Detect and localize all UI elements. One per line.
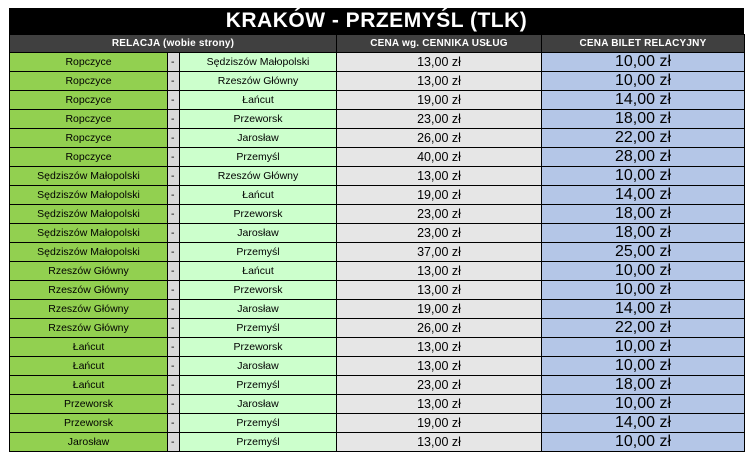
price-service-cell: 37,00 zł	[337, 243, 542, 262]
station-to-cell: Jarosław	[180, 395, 337, 414]
station-from-cell: Ropczyce	[10, 91, 168, 110]
station-from-cell: Sędziszów Małopolski	[10, 186, 168, 205]
route-dash-cell: -	[168, 262, 180, 281]
station-from-cell: Ropczyce	[10, 53, 168, 72]
station-to-cell: Jarosław	[180, 224, 337, 243]
table-row	[10, 433, 745, 452]
station-to-cell: Przeworsk	[180, 205, 337, 224]
price-ticket-cell: 14,00 zł	[542, 414, 745, 433]
station-from-cell: Rzeszów Główny	[10, 319, 168, 338]
station-from-cell: Sędziszów Małopolski	[10, 167, 168, 186]
station-from-cell: Sędziszów Małopolski	[10, 205, 168, 224]
station-from-cell: Rzeszów Główny	[10, 281, 168, 300]
station-from-cell: Łańcut	[10, 338, 168, 357]
route-dash-cell: -	[168, 338, 180, 357]
price-service-cell: 13,00 zł	[337, 53, 542, 72]
price-ticket-cell: 18,00 zł	[542, 205, 745, 224]
price-ticket-cell: 18,00 zł	[542, 110, 745, 129]
station-to-cell: Rzeszów Główny	[180, 167, 337, 186]
station-to-cell: Rzeszów Główny	[180, 72, 337, 91]
price-ticket-cell: 10,00 zł	[542, 167, 745, 186]
station-to-cell: Przemyśl	[180, 319, 337, 338]
price-service-cell: 13,00 zł	[337, 357, 542, 376]
header-price-ticket: CENA BILET RELACYJNY	[542, 35, 745, 53]
station-from-cell: Ropczyce	[10, 72, 168, 91]
header-row	[10, 35, 745, 53]
table-row	[10, 72, 745, 91]
price-ticket-cell: 10,00 zł	[542, 281, 745, 300]
price-ticket-cell: 28,00 zł	[542, 148, 745, 167]
route-dash-cell: -	[168, 91, 180, 110]
route-dash-cell: -	[168, 72, 180, 91]
station-from-cell: Rzeszów Główny	[10, 262, 168, 281]
price-service-cell: 19,00 zł	[337, 414, 542, 433]
table-row	[10, 205, 745, 224]
station-to-cell: Sędziszów Małopolski	[180, 53, 337, 72]
price-ticket-cell: 18,00 zł	[542, 224, 745, 243]
page-title: KRAKÓW - PRZEMYŚL (TLK)	[9, 8, 744, 34]
station-to-cell: Przeworsk	[180, 338, 337, 357]
price-ticket-cell: 10,00 zł	[542, 338, 745, 357]
table-row	[10, 186, 745, 205]
price-ticket-cell: 25,00 zł	[542, 243, 745, 262]
price-service-cell: 13,00 zł	[337, 281, 542, 300]
station-to-cell: Jarosław	[180, 129, 337, 148]
price-ticket-cell: 18,00 zł	[542, 376, 745, 395]
price-service-cell: 19,00 zł	[337, 300, 542, 319]
price-service-cell: 19,00 zł	[337, 91, 542, 110]
price-service-cell: 26,00 zł	[337, 129, 542, 148]
price-ticket-cell: 14,00 zł	[542, 91, 745, 110]
station-to-cell: Przemyśl	[180, 148, 337, 167]
route-dash-cell: -	[168, 205, 180, 224]
price-ticket-cell: 22,00 zł	[542, 319, 745, 338]
price-service-cell: 13,00 zł	[337, 338, 542, 357]
route-dash-cell: -	[168, 186, 180, 205]
price-service-cell: 13,00 zł	[337, 433, 542, 452]
table-row	[10, 376, 745, 395]
header-price-service: CENA wg. CENNIKA USŁUG	[337, 35, 542, 53]
route-dash-cell: -	[168, 129, 180, 148]
price-ticket-cell: 10,00 zł	[542, 53, 745, 72]
table-row	[10, 53, 745, 72]
table-row	[10, 243, 745, 262]
station-to-cell: Łańcut	[180, 262, 337, 281]
price-ticket-cell: 10,00 zł	[542, 262, 745, 281]
price-service-cell: 26,00 zł	[337, 319, 542, 338]
price-service-cell: 23,00 zł	[337, 110, 542, 129]
table-row	[10, 262, 745, 281]
route-dash-cell: -	[168, 243, 180, 262]
table-body	[10, 53, 745, 452]
station-from-cell: Ropczyce	[10, 148, 168, 167]
station-to-cell: Przeworsk	[180, 281, 337, 300]
price-ticket-cell: 10,00 zł	[542, 395, 745, 414]
route-dash-cell: -	[168, 357, 180, 376]
route-dash-cell: -	[168, 224, 180, 243]
route-dash-cell: -	[168, 433, 180, 452]
station-to-cell: Łańcut	[180, 91, 337, 110]
station-to-cell: Przemyśl	[180, 376, 337, 395]
price-service-cell: 13,00 zł	[337, 395, 542, 414]
header-route: RELACJA (wobie strony)	[10, 35, 337, 53]
station-from-cell: Przeworsk	[10, 414, 168, 433]
route-dash-cell: -	[168, 414, 180, 433]
table-row	[10, 167, 745, 186]
price-ticket-cell: 14,00 zł	[542, 186, 745, 205]
station-to-cell: Łańcut	[180, 186, 337, 205]
price-sheet	[9, 8, 744, 452]
station-from-cell: Rzeszów Główny	[10, 300, 168, 319]
price-service-cell: 13,00 zł	[337, 167, 542, 186]
station-to-cell: Przeworsk	[180, 110, 337, 129]
table-row	[10, 338, 745, 357]
route-dash-cell: -	[168, 300, 180, 319]
price-service-cell: 23,00 zł	[337, 205, 542, 224]
station-to-cell: Przemyśl	[180, 433, 337, 452]
route-dash-cell: -	[168, 376, 180, 395]
price-service-cell: 40,00 zł	[337, 148, 542, 167]
station-to-cell: Przemyśl	[180, 243, 337, 262]
table-row	[10, 129, 745, 148]
station-from-cell: Ropczyce	[10, 110, 168, 129]
route-dash-cell: -	[168, 319, 180, 338]
price-service-cell: 13,00 zł	[337, 262, 542, 281]
price-ticket-cell: 14,00 zł	[542, 300, 745, 319]
route-dash-cell: -	[168, 53, 180, 72]
station-from-cell: Przeworsk	[10, 395, 168, 414]
station-from-cell: Ropczyce	[10, 129, 168, 148]
table-row	[10, 110, 745, 129]
station-from-cell: Sędziszów Małopolski	[10, 243, 168, 262]
price-ticket-cell: 10,00 zł	[542, 357, 745, 376]
station-to-cell: Jarosław	[180, 357, 337, 376]
table-row	[10, 148, 745, 167]
route-dash-cell: -	[168, 395, 180, 414]
price-ticket-cell: 10,00 zł	[542, 72, 745, 91]
table-row	[10, 281, 745, 300]
station-to-cell: Jarosław	[180, 300, 337, 319]
price-ticket-cell: 10,00 zł	[542, 433, 745, 452]
station-from-cell: Sędziszów Małopolski	[10, 224, 168, 243]
route-dash-cell: -	[168, 110, 180, 129]
station-from-cell: Jarosław	[10, 433, 168, 452]
table-row	[10, 319, 745, 338]
route-dash-cell: -	[168, 167, 180, 186]
table-row	[10, 91, 745, 110]
station-from-cell: Łańcut	[10, 376, 168, 395]
price-service-cell: 19,00 zł	[337, 186, 542, 205]
price-service-cell: 23,00 zł	[337, 224, 542, 243]
table-row	[10, 300, 745, 319]
station-from-cell: Łańcut	[10, 357, 168, 376]
price-table	[9, 34, 745, 452]
table-row	[10, 357, 745, 376]
station-to-cell: Przemyśl	[180, 414, 337, 433]
price-service-cell: 13,00 zł	[337, 72, 542, 91]
route-dash-cell: -	[168, 148, 180, 167]
price-ticket-cell: 22,00 zł	[542, 129, 745, 148]
table-row	[10, 395, 745, 414]
price-service-cell: 23,00 zł	[337, 376, 542, 395]
table-row	[10, 414, 745, 433]
route-dash-cell: -	[168, 281, 180, 300]
table-row	[10, 224, 745, 243]
